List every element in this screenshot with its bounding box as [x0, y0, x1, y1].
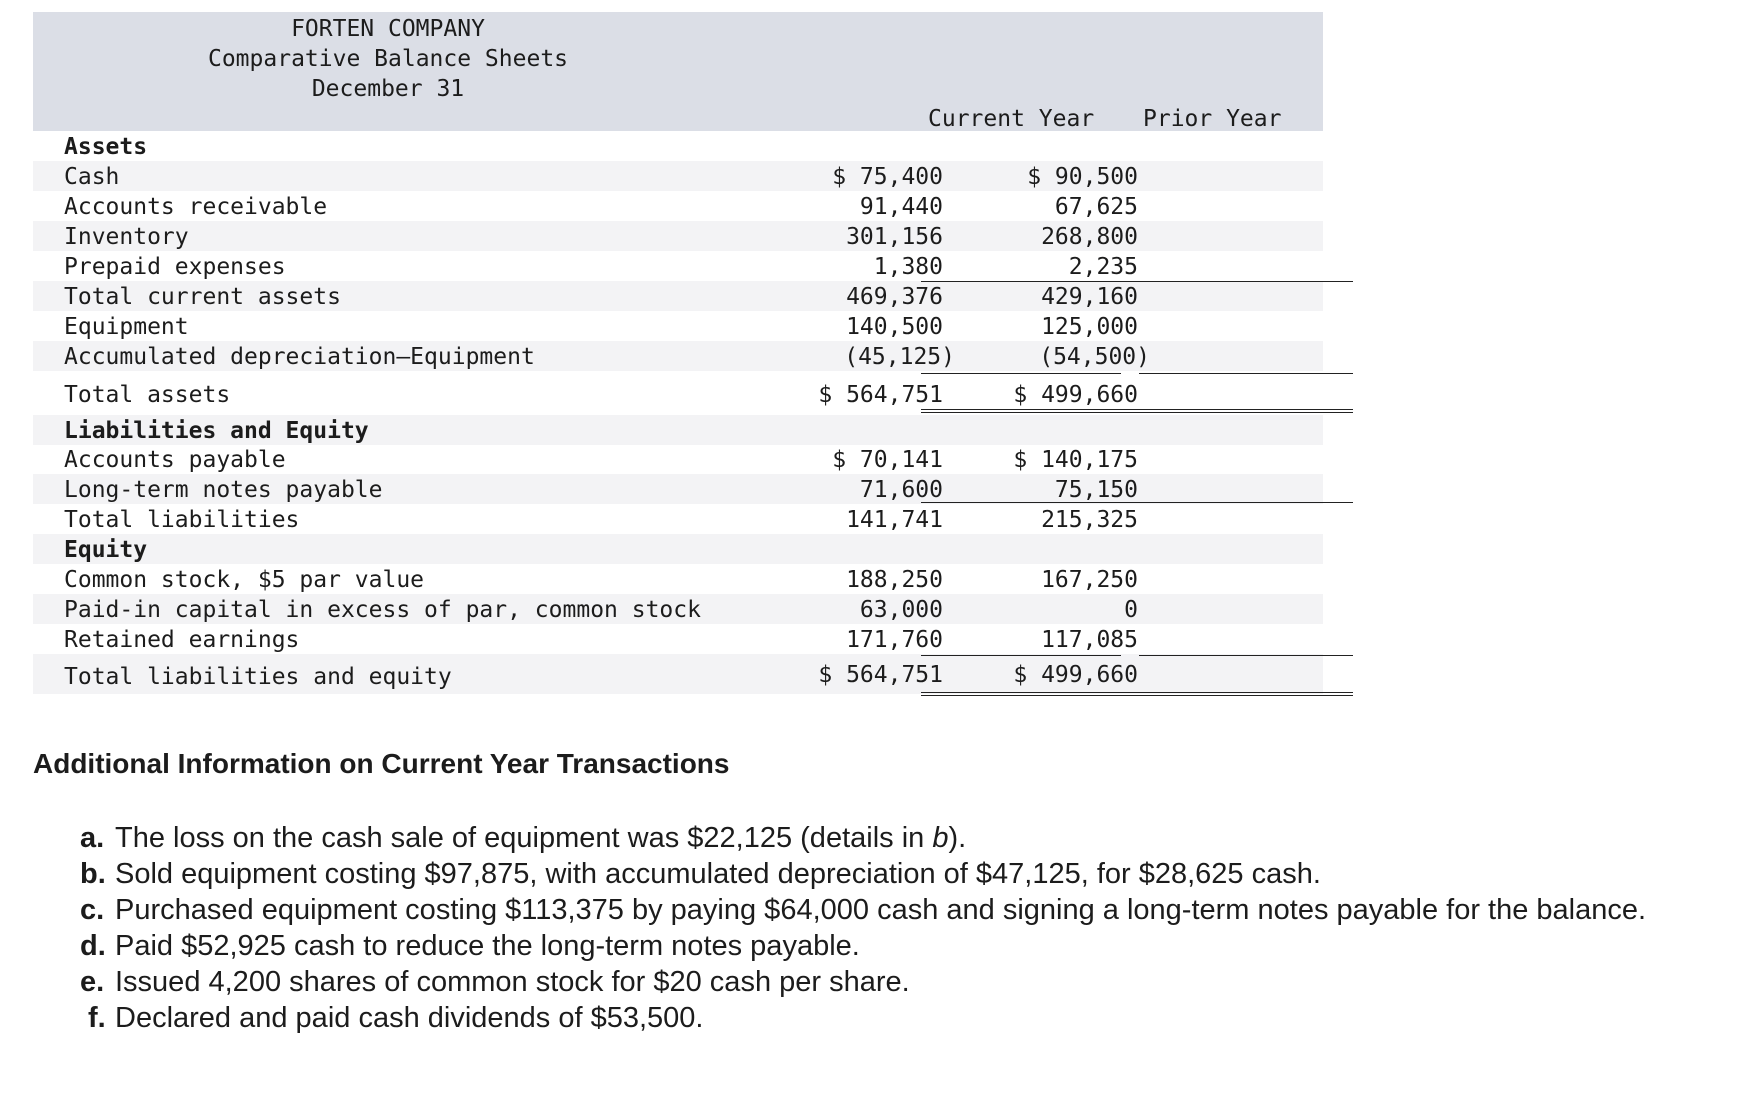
row-label: Total liabilities and equity: [64, 664, 452, 690]
item-text: Paid $52,925 cash to reduce the long-term notes payable.: [115, 930, 860, 962]
item-letter: d.: [80, 930, 106, 962]
table-row: [33, 251, 1323, 281]
prior-value: 215,325: [1041, 507, 1138, 533]
row-label: Cash: [64, 164, 120, 190]
table-row: [33, 311, 1323, 341]
item-text: The loss on the cash sale of equipment was $22,125 (details in: [115, 822, 933, 854]
item-text: Sold equipment costing $97,875, with accumulated depreciation of $47,125, for $28,625 cash.: [115, 858, 1321, 890]
current-value: $ 564,751: [818, 662, 943, 688]
column-header-prior: Prior Year: [1143, 106, 1282, 132]
prior-value: 429,160: [1041, 284, 1138, 310]
subtotal-rule: [1139, 373, 1353, 374]
subtotal-rule: [1139, 655, 1353, 656]
prior-value: 117,085: [1041, 627, 1138, 653]
table-row: [33, 504, 1323, 534]
row-label: Common stock, $5 par value: [64, 567, 425, 593]
row-label: Total current assets: [64, 284, 341, 310]
list-item: [80, 820, 1700, 856]
column-header-current: Current Year: [928, 106, 1095, 132]
list-item: [80, 928, 1700, 964]
statement-title: Comparative Balance Sheets: [207, 46, 569, 72]
item-text: Declared and paid cash dividends of $53,500.: [115, 1002, 704, 1034]
row-label: Accounts receivable: [64, 194, 328, 220]
prior-value: $ 90,500: [1027, 164, 1138, 190]
list-item: [80, 1000, 1700, 1036]
subtotal-rule: [921, 502, 1353, 503]
table-row: [33, 444, 1323, 474]
item-letter: a.: [80, 822, 105, 854]
item-text: Purchased equipment costing $113,375 by paying $64,000 cash and signing a long-term notes payable for the balance.: [115, 894, 1647, 926]
total-double-rule: [921, 692, 1353, 696]
row-label: Long-term notes payable: [64, 477, 383, 503]
row-label: Accumulated depreciation—Equipment: [64, 344, 535, 370]
item-text: Issued 4,200 shares of common stock for $20 cash per share.: [115, 966, 910, 998]
table-row: [33, 564, 1323, 594]
row-label: Retained earnings: [64, 627, 300, 653]
additional-info-heading: Additional Information on Current Year Transactions: [33, 748, 730, 779]
prior-value: $ 499,660: [1013, 382, 1138, 408]
statement-date: December 31: [311, 76, 465, 102]
row-label: Inventory: [64, 224, 189, 250]
prior-value: 167,250: [1041, 567, 1138, 593]
prior-value: $ 499,660: [1013, 662, 1138, 688]
current-value: 469,376: [846, 284, 943, 310]
section-heading-liabilities: Liabilities and Equity: [33, 415, 1323, 445]
prior-value: 2,235: [1068, 254, 1138, 280]
row-label: Paid-in capital in excess of par, common stock: [64, 597, 701, 623]
table-row: [33, 221, 1323, 251]
prior-value: 75,150: [1054, 477, 1138, 503]
table-row: [33, 191, 1323, 221]
current-value: 188,250: [846, 567, 943, 593]
subtotal-rule: [921, 373, 1121, 374]
row-label: Equipment: [64, 314, 189, 340]
subtotal-rule: [921, 281, 1353, 282]
current-value: 71,600: [859, 477, 943, 503]
current-value: $ 70,141: [832, 447, 943, 473]
item-letter: e.: [80, 966, 105, 998]
additional-info-list: [80, 820, 1700, 1036]
prior-value: $ 140,175: [1013, 447, 1138, 473]
item-text-end: ).: [948, 822, 967, 854]
current-value: (45,125): [844, 344, 955, 370]
balance-sheet: [33, 12, 1323, 694]
row-label: Accounts payable: [64, 447, 286, 473]
current-value: 141,741: [846, 507, 943, 533]
current-value: 301,156: [846, 224, 943, 250]
current-value: 91,440: [859, 194, 943, 220]
prior-value: 0: [1124, 597, 1138, 623]
table-row: [33, 161, 1323, 191]
row-label: Total assets: [64, 382, 231, 408]
table-row: [33, 341, 1323, 371]
item-letter: b.: [80, 858, 106, 890]
table-row: [33, 624, 1323, 654]
row-label: Prepaid expenses: [64, 254, 286, 280]
current-value: $ 75,400: [832, 164, 943, 190]
prior-value: (54,500): [1039, 344, 1150, 370]
total-double-rule: [921, 409, 1353, 413]
item-letter: c.: [80, 894, 105, 926]
current-value: $ 564,751: [818, 382, 943, 408]
table-row-total: [33, 379, 1323, 411]
list-item: [80, 856, 1700, 892]
prior-value: 125,000: [1041, 314, 1138, 340]
sheet-header: [33, 12, 1323, 131]
prior-value: 67,625: [1054, 194, 1138, 220]
list-item: [80, 892, 1700, 928]
item-text-italic: b: [932, 822, 949, 854]
item-letter: f.: [88, 1002, 106, 1034]
list-item: [80, 964, 1700, 1000]
table-row: [33, 594, 1323, 624]
current-value: 140,500: [846, 314, 943, 340]
section-heading-equity: Equity: [33, 534, 1323, 564]
table-row: [33, 281, 1323, 311]
table-row: [33, 474, 1323, 504]
subtotal-rule: [921, 655, 1121, 656]
table-row-total: [33, 654, 1323, 694]
company-name: FORTEN COMPANY: [291, 16, 485, 42]
current-value: 171,760: [846, 627, 943, 653]
current-value: 1,380: [873, 254, 943, 280]
prior-value: 268,800: [1041, 224, 1138, 250]
section-heading-assets: Assets: [64, 134, 148, 160]
current-value: 63,000: [859, 597, 943, 623]
row-label: Total liabilities: [64, 507, 300, 533]
